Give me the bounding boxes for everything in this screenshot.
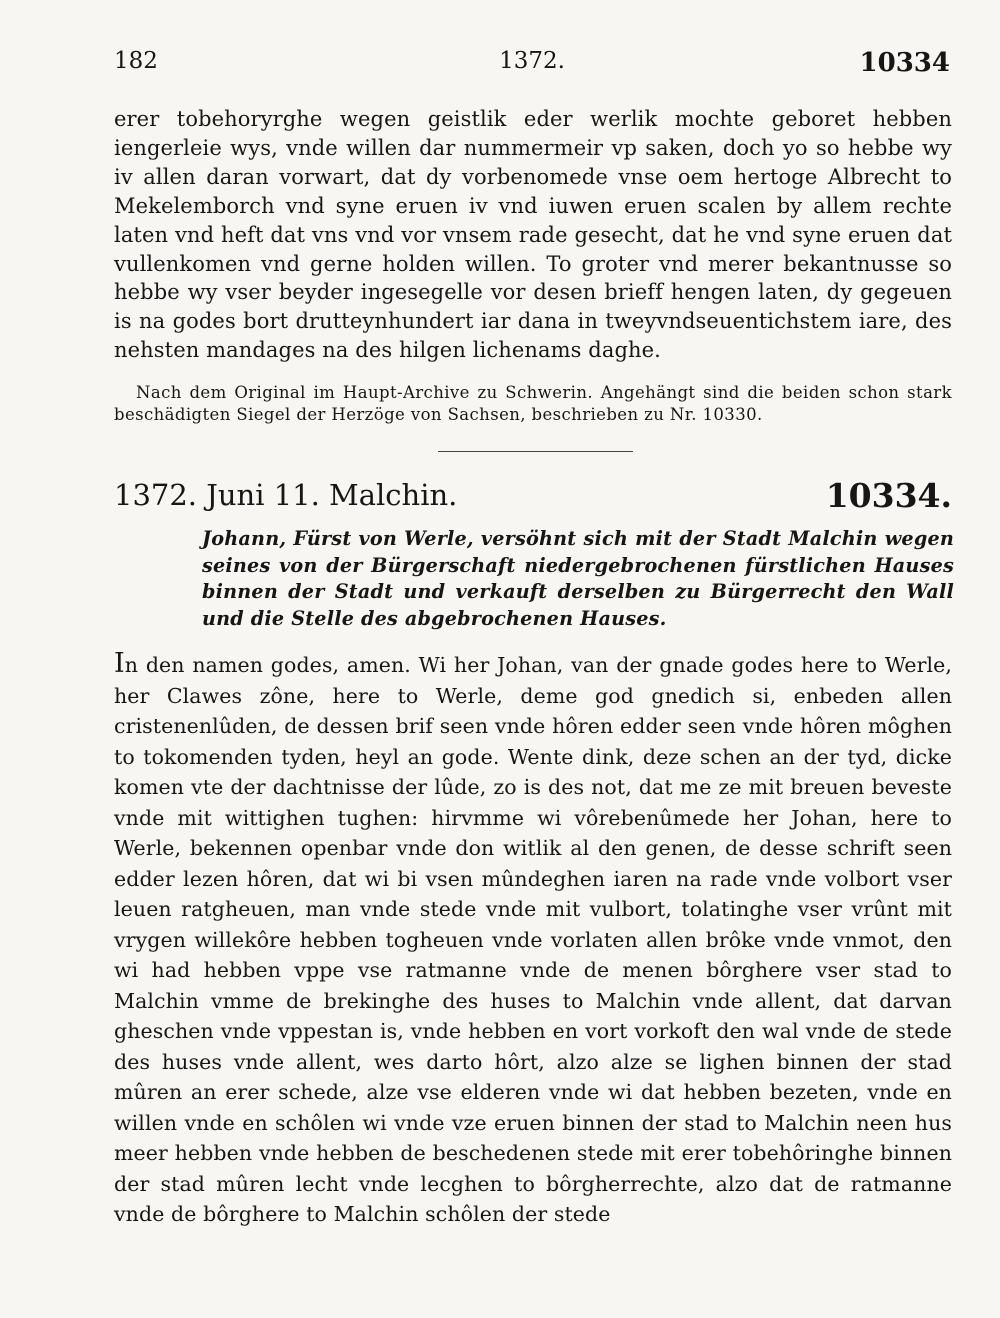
running-head-document-number: 10334 (859, 48, 950, 78)
document-heading (114, 478, 952, 520)
source-note: Nach dem Original im Haupt-Archive zu Schwerin. Angehängt sind die beiden schon stark beschädigten Siegel der Herzöge von Sachsen, beschrieben zu Nr. 10330. (114, 383, 952, 424)
document-summary: Johann, Fürst von Werle, versöhnt sich mit der Stadt Malchin wegen seines von der Bürgerschaft niedergebrochenen fürstlichen Hauses binnen der Stadt und verkauft derselben zu Bürgerrecht den Wall und die Stelle des abgebrochenen Hauses. (202, 527, 954, 630)
document-body (114, 650, 952, 1230)
continuation-paragraph: erer tobehoryrghe wegen geistlik eder werlik mochte geboret hebben iengerleie wys, vnde willen dar nummermeir vp saken, doch yo so hebbe wy iv allen daran vorwart, dat dy vorbenomede vnse oem hertoge Albrecht to Mekelemborch vnd syne eruen iv vnd iuwen eruen scalen by allem rechte laten vnd heft dat vns vnd vor vnsem rade gesecht, dat he vnd syne eruen dat vullenkomen vnd gerne holden willen. To groter vnd merer bekantnusse so hebbe wy vser beyder ingesegelle vor desen brieff hengen laten, dy gegeuen is na godes bort drutteynhundert iar dana in tweyvndseuentichstem iare, des nehsten mandages na des hilgen lichenams daghe. (114, 107, 952, 363)
section-divider (438, 451, 633, 452)
page-number: 182 (114, 48, 158, 74)
running-head-year: 1372. (499, 48, 565, 74)
running-head (114, 48, 950, 82)
initial-letter: I (114, 648, 125, 679)
document-text: n den namen godes, amen. Wi her Johan, van der gnade godes here to Werle, her Clawes zône, here to Werle, deme god gnedich si, enbeden allen cristenenlûden, de dessen brif seen vnde hôren edder seen vnde hôren môghen to tokomenden tyden, heyl an gode. Wente dink, deze schen an der tyd, dicke komen vte der dachtnisse der lûde, zo is des not, dat me ze mit breuen beveste vnde mit wittighen tughen: hirvmme wi vôrebenûmede her Johan, here to Werle, bekennen openbar vnde don witlik al den genen, de desse schrift seen edder lezen hôren, dat wi bi vsen mûndeghen iaren na rade vnde volbort vser leuen ratgheuen, man vnde stede vnde mit vulbort, tolatinghe vser vrûnt mit vrygen willekôre hebben togheuen vnde vorlaten allen brôke vnde vnmot, den wi had hebben vppe vse ratmanne vnde de menen bôrghere vser stad to Malchin vmme de brekinghe des huses to Malchin vnde allent, dat darvan gheschen vnde vppestan is, vnde hebben en vort vorkoft den wal vnde de stede des huses vnde allent, wes darto hôrt, alzo alze se lighen binnen der stad mûren an erer schede, alze vse elderen vnde wi dat hebben bezeten, vnde en willen vnde en schôlen wi vnde vze eruen binnen der stad to Malchin neen hus meer hebben vnde hebben de beschedenen stede mit erer tobehôringhe binnen der stad mûren lecht vnde lecghen to bôrgherrechte, alzo dat de ratmanne vnde de bôrghere to Malchin schôlen der stede (114, 653, 952, 1226)
document-number: 10334. (825, 476, 952, 515)
document-date-place: 1372. Juni 11. Malchin. (114, 478, 458, 512)
